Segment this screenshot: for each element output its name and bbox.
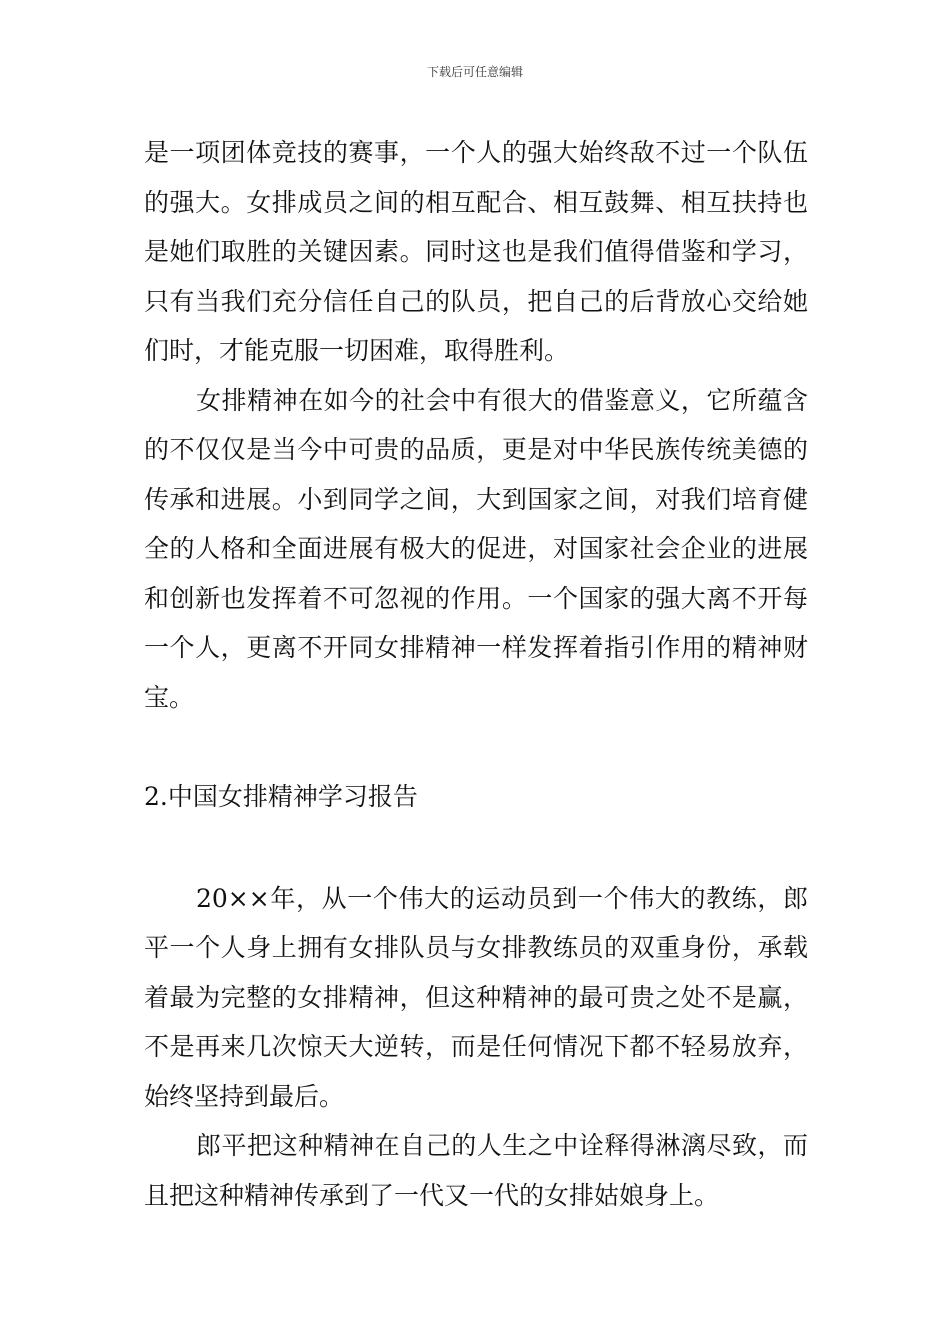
spacer (144, 822, 808, 874)
section-heading: 2.中国女排精神学习报告 (144, 782, 418, 811)
paragraph-4: 郎平把这种精神在自己的人生之中诠释得淋漓尽致，而且把这种精神传承到了一代又一代的女排姑娘身上。 (144, 1131, 808, 1210)
document-body (144, 128, 808, 1220)
spacer (144, 722, 808, 772)
paragraph-3: 20××年，从一个伟大的运动员到一个伟大的教练，郎平一个人身上拥有女排队员与女排教练员的双重身份，承载着最为完整的女排精神，但这种精神的最可贵之处不是赢，不是再来几次惊天大逆转，而是任何情况下都不轻易放弃，始终坚持到最后。 (144, 883, 808, 1111)
paragraph-1: 是一项团体竞技的赛事，一个人的强大始终敌不过一个队伍的强大。女排成员之间的相互配合、相互鼓舞、相互扶持也是她们取胜的关键因素。同时这也是我们值得借鉴和学习，只有当我们充分信任自己的队员，把自己的后背放心交给她们时，才能克服一切困难，取得胜利。 (144, 138, 808, 365)
page-header: 下载后可任意编辑 (426, 65, 523, 79)
paragraph-2: 女排精神在如今的社会中有很大的借鉴意义，它所蕴含的不仅仅是当今中可贵的品质，更是对中华民族传统美德的传承和进展。小到同学之间，大到国家之间，对我们培育健全的人格和全面进展有极大的促进，对国家社会企业的进展和创新也发挥着不可忽视的作用。一个国家的强大离不开每一个人，更离不开同女排精神一样发挥着指引作用的精神财宝。 (144, 385, 808, 712)
